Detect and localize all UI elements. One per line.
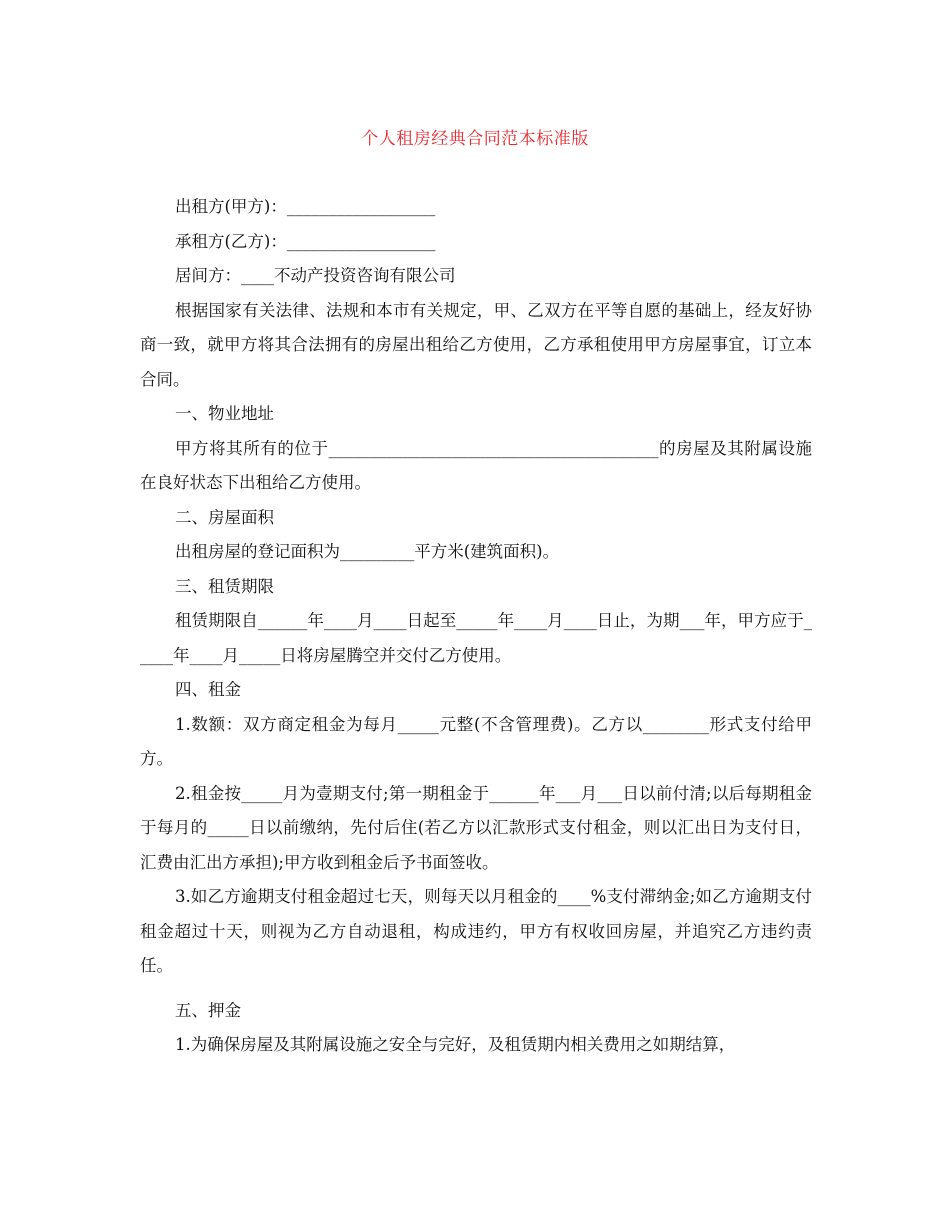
lessee-line: 承租方(乙方)：__________________ bbox=[175, 231, 436, 251]
section-heading-area: 二、房屋面积 bbox=[175, 507, 274, 527]
intermediary-line: 居间方：____不动产投资咨询有限公司 bbox=[175, 266, 456, 285]
paragraph-gap bbox=[140, 984, 812, 994]
rent-clause-3: 3.如乙方逾期支付租金超过七天，则每天以月租金的____%支付滞纳金;如乙方逾期支付租金超过十天，则视为乙方自动退租，构成违约，甲方有权收回房屋，并追究乙方违约责任。 bbox=[140, 887, 812, 975]
rent-clause-1: 1.数额：双方商定租金为每月_____元整(不含管理费)。乙方以________形式支付给甲方。 bbox=[140, 714, 812, 768]
area-paragraph: 出租房屋的登记面积为_________平方米(建筑面积)。 bbox=[175, 542, 560, 561]
lessor-line: 出租方(甲方)：__________________ bbox=[175, 197, 436, 216]
document-title: 个人租房经典合同范本标准版 bbox=[361, 129, 589, 149]
deposit-clause-1: 1.为确保房屋及其附属设施之安全与完好，及租赁期内相关费用之如期结算， bbox=[175, 1035, 736, 1054]
section-heading-term: 三、租赁期限 bbox=[175, 576, 274, 596]
term-paragraph: 租赁期限自______年____月____日起至_____年____月____日止，为期___年，甲方应于_____年____月_____日将房屋腾空并交付乙方使用。 bbox=[140, 611, 812, 665]
preamble-paragraph: 根据国家有关法律、法规和本市有关规定，甲、乙双方在平等自愿的基础上，经友好协商一致，就甲方将其合法拥有的房屋出租给乙方使用，乙方承租使用甲方房屋事宜，订立本合同。 bbox=[140, 300, 812, 389]
address-paragraph: 甲方将其所有的位于________________________________________的房屋及其附属设施在良好状态下出租给乙方使用。 bbox=[140, 438, 812, 492]
section-heading-address: 一、物业地址 bbox=[175, 404, 274, 423]
section-heading-deposit: 五、押金 bbox=[175, 1000, 241, 1020]
rent-clause-2: 2.租金按_____月为壹期支付;第一期租金于______年___月___日以前付清;以后每期租金于每月的_____日以前缴纳，先付后住(若乙方以汇款形式支付租金，则以汇出日为支付日，汇费由汇出方承担);甲方收到租金后予书面签收。 bbox=[140, 783, 812, 872]
section-heading-rent: 四、租金 bbox=[175, 680, 241, 699]
document-body bbox=[140, 190, 812, 1063]
